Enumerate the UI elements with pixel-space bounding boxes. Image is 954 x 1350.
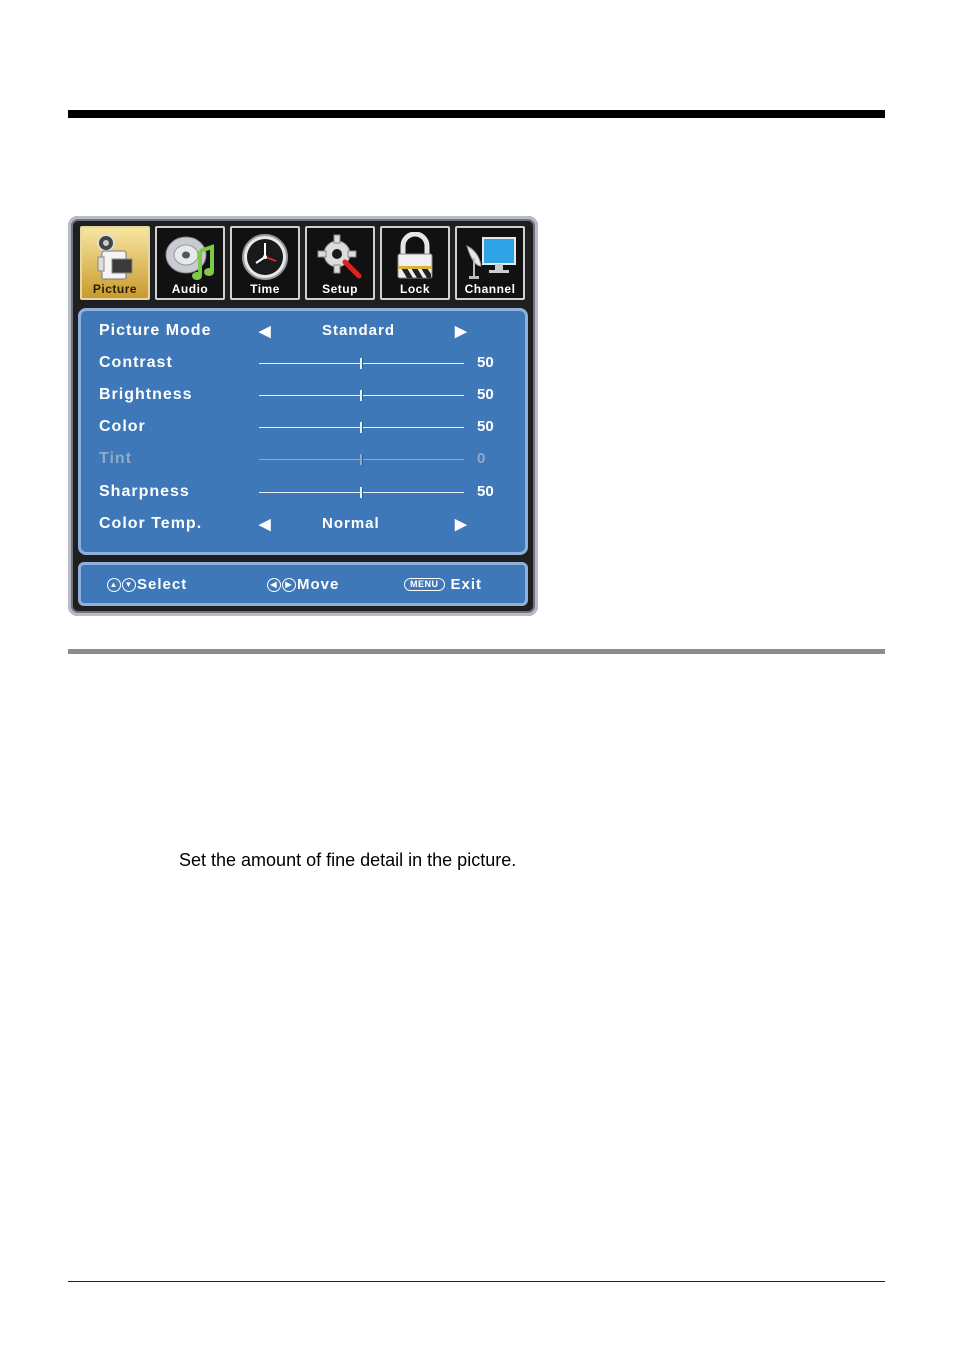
right-arrow-icon: ▶ bbox=[282, 578, 296, 592]
slider-knob[interactable] bbox=[360, 487, 362, 498]
row-label: Color bbox=[99, 418, 146, 435]
lock-icon bbox=[382, 230, 448, 284]
osd-menu bbox=[68, 216, 538, 616]
arrow-right-icon[interactable]: ▶ bbox=[455, 323, 467, 340]
top-rule bbox=[68, 110, 885, 118]
menu-row-brightness[interactable] bbox=[81, 383, 525, 407]
menu-row-contrast[interactable] bbox=[81, 351, 525, 375]
picture-settings-panel bbox=[78, 308, 528, 555]
row-label: Sharpness bbox=[99, 483, 190, 500]
down-arrow-icon: ▼ bbox=[122, 578, 136, 592]
tab-lock[interactable] bbox=[380, 226, 450, 300]
menu-key-icon: MENU bbox=[404, 578, 445, 591]
footer-rule bbox=[68, 1281, 885, 1282]
slider-knob[interactable] bbox=[360, 422, 362, 433]
tab-label: Channel bbox=[464, 282, 516, 296]
color-temp-value: Normal bbox=[322, 515, 380, 532]
menu-row-sharpness[interactable] bbox=[81, 480, 525, 504]
tab-channel[interactable] bbox=[455, 226, 525, 300]
satellite-monitor-icon bbox=[457, 230, 523, 284]
slider-knob[interactable] bbox=[360, 390, 362, 401]
sharpness-description: Set the amount of fine detail in the picture. bbox=[179, 850, 517, 870]
gear-icon bbox=[307, 230, 373, 284]
color-value: 50 bbox=[477, 418, 494, 435]
contrast-slider[interactable] bbox=[259, 363, 464, 364]
menu-row-color-temp[interactable] bbox=[81, 512, 525, 536]
move-label: Move bbox=[297, 576, 340, 593]
menu-row-color[interactable] bbox=[81, 415, 525, 439]
tint-value: 0 bbox=[477, 450, 486, 467]
row-label: Contrast bbox=[99, 354, 173, 371]
arrow-right-icon[interactable]: ▶ bbox=[455, 516, 467, 533]
arrow-left-icon[interactable]: ◀ bbox=[259, 516, 271, 533]
left-arrow-icon: ◀ bbox=[267, 578, 281, 592]
exit-label: Exit bbox=[450, 576, 483, 593]
row-label: Brightness bbox=[99, 386, 193, 403]
brightness-value: 50 bbox=[477, 386, 494, 403]
contrast-value: 50 bbox=[477, 354, 494, 371]
tab-time[interactable] bbox=[230, 226, 300, 300]
tab-picture[interactable] bbox=[80, 226, 150, 300]
select-label: Select bbox=[137, 576, 188, 593]
move-hint bbox=[267, 576, 339, 593]
section-divider bbox=[68, 649, 885, 654]
sharpness-value: 50 bbox=[477, 483, 494, 500]
row-label: Color Temp. bbox=[99, 515, 203, 532]
brightness-slider[interactable] bbox=[259, 395, 464, 396]
osd-footer bbox=[78, 562, 528, 606]
clock-icon bbox=[232, 230, 298, 284]
menu-row-picture-mode[interactable] bbox=[81, 319, 525, 343]
sharpness-slider[interactable] bbox=[259, 492, 464, 493]
up-arrow-icon: ▲ bbox=[107, 578, 121, 592]
exit-hint bbox=[404, 576, 482, 593]
tab-setup[interactable] bbox=[305, 226, 375, 300]
color-slider[interactable] bbox=[259, 427, 464, 428]
tab-label: Time bbox=[250, 282, 280, 296]
select-hint bbox=[107, 576, 187, 593]
row-label: Picture Mode bbox=[99, 322, 212, 339]
tab-label: Picture bbox=[92, 282, 138, 296]
picture-mode-value: Standard bbox=[322, 322, 396, 339]
menu-row-tint bbox=[81, 447, 525, 471]
tint-slider bbox=[259, 459, 464, 460]
tab-label: Setup bbox=[322, 282, 358, 296]
arrow-left-icon[interactable]: ◀ bbox=[259, 323, 271, 340]
tab-audio[interactable] bbox=[155, 226, 225, 300]
slider-knob[interactable] bbox=[360, 358, 362, 369]
row-label: Tint bbox=[99, 450, 133, 467]
music-disc-icon bbox=[157, 230, 223, 284]
camera-icon bbox=[82, 230, 148, 284]
slider-knob bbox=[360, 454, 362, 465]
tab-label: Lock bbox=[399, 282, 430, 296]
tab-label: Audio bbox=[171, 282, 209, 296]
